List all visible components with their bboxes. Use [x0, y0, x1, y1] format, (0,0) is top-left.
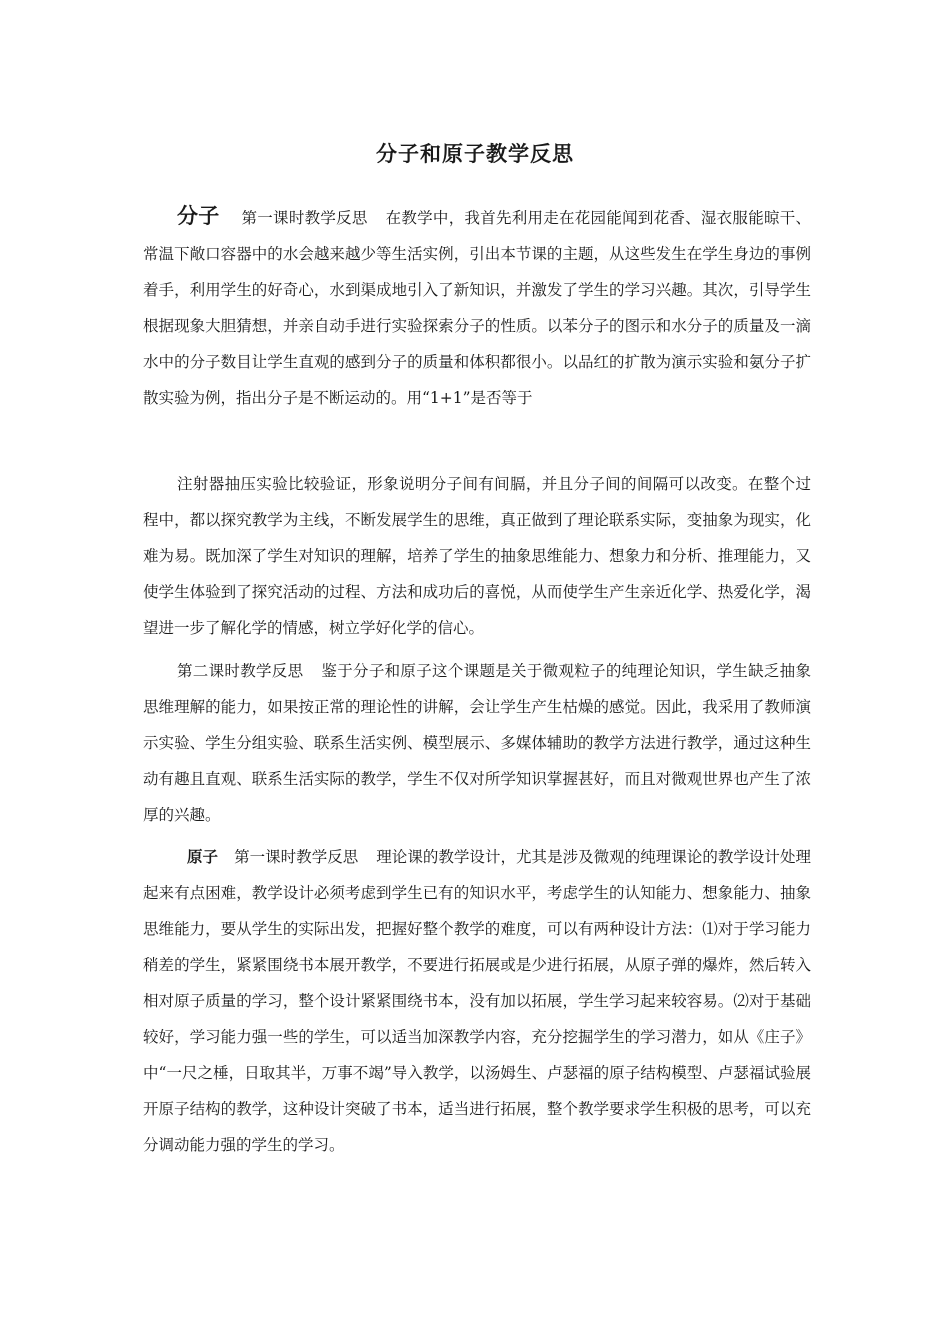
- paragraph-atom-lesson-1: [143, 839, 811, 1163]
- document-title: 分子和原子教学反思: [376, 142, 574, 166]
- lesson-label: 第一课时教学反思: [234, 848, 359, 866]
- paragraph-text: 鉴于分子和原子这个课题是关于微观粒子的纯理论知识，学生缺乏抽象思维理解的能力，如果按正常的理论性的讲解，会让学生产生枯燥的感觉。因此，我采用了教师演示实验、学生分组实验、联系生活实例、模型展示、多媒体辅助的教学方法进行教学，通过这种生动有趣且直观、联系生活实际的教学，学生不仅对所学知识掌握甚好，而且对微观世界也产生了浓厚的兴趣。: [143, 662, 811, 824]
- section-heading-atom: 原子: [187, 847, 219, 866]
- lesson-label: 第二课时教学反思: [177, 662, 304, 680]
- paragraph-molecule-lesson-2: [143, 653, 811, 833]
- lesson-label: 第一课时教学反思: [241, 209, 368, 227]
- paragraph-molecule-lesson-1: [143, 198, 811, 416]
- paragraph-text: 理论课的教学设计，尤其是涉及微观的纯理课论的教学设计处理起来有点困难，教学设计必须考虑到学生已有的知识水平，考虑学生的认知能力、想象能力、抽象思维能力，要从学生的实际出发，把握好整个教学的难度，可以有两种设计方法：⑴对于学习能力稍差的学生，紧紧围绕书本展开教学，不要进行拓展或是少进行拓展，从原子弹的爆炸，然后转入相对原子质量的学习，整个设计紧紧围绕书本，没有加以拓展，学生学习起来较容易。⑵对于基础较好，学习能力强一些的学生，可以适当加深教学内容，充分挖掘学生的学习潜力，如从《庄子》中“一尺之棰，日取其半，万事不竭”导入教学，以汤姆生、卢瑟福的原子结构模型、卢瑟福试验展开原子结构的教学，这种设计突破了书本，适当进行拓展，整个教学要求学生积极的思考，可以充分调动能力强的学生的学习。: [143, 848, 811, 1154]
- paragraph-molecule-lesson-1-continued: [143, 466, 811, 646]
- paragraph-text: 注射器抽压实验比较验证，形象说明分子间有间膈，并且分子间的间隔可以改变。在整个过程中，都以探究教学为主线，不断发展学生的思维，真正做到了理论联系实际，变抽象为现实，化难为易。既加深了学生对知识的理解，培养了学生的抽象思维能力、想象力和分析、推理能力，又使学生体验到了探究活动的过程、方法和成功后的喜悦，从而使学生产生亲近化学、热爱化学，渴望进一步了解化学的情感，树立学好化学的信心。: [143, 475, 811, 637]
- paragraph-text: 在教学中，我首先利用走在花园能闻到花香、湿衣服能晾干、常温下敞口容器中的水会越来越少等生活实例，引出本节课的主题，从这些发生在学生身边的事例着手，利用学生的好奇心，水到渠成地引入了新知识，并激发了学生的学习兴趣。其次，引导学生根据现象大胆猜想，并亲自动手进行实验探索分子的性质。以苯分子的图示和水分子的质量及一滴水中的分子数目让学生直观的感到分子的质量和体积都很小。以品红的扩散为演示实验和氨分子扩散实验为例，指出分子是不断运动的。用“1+1”是否等于: [143, 209, 811, 407]
- section-heading-molecule: 分子: [177, 203, 220, 228]
